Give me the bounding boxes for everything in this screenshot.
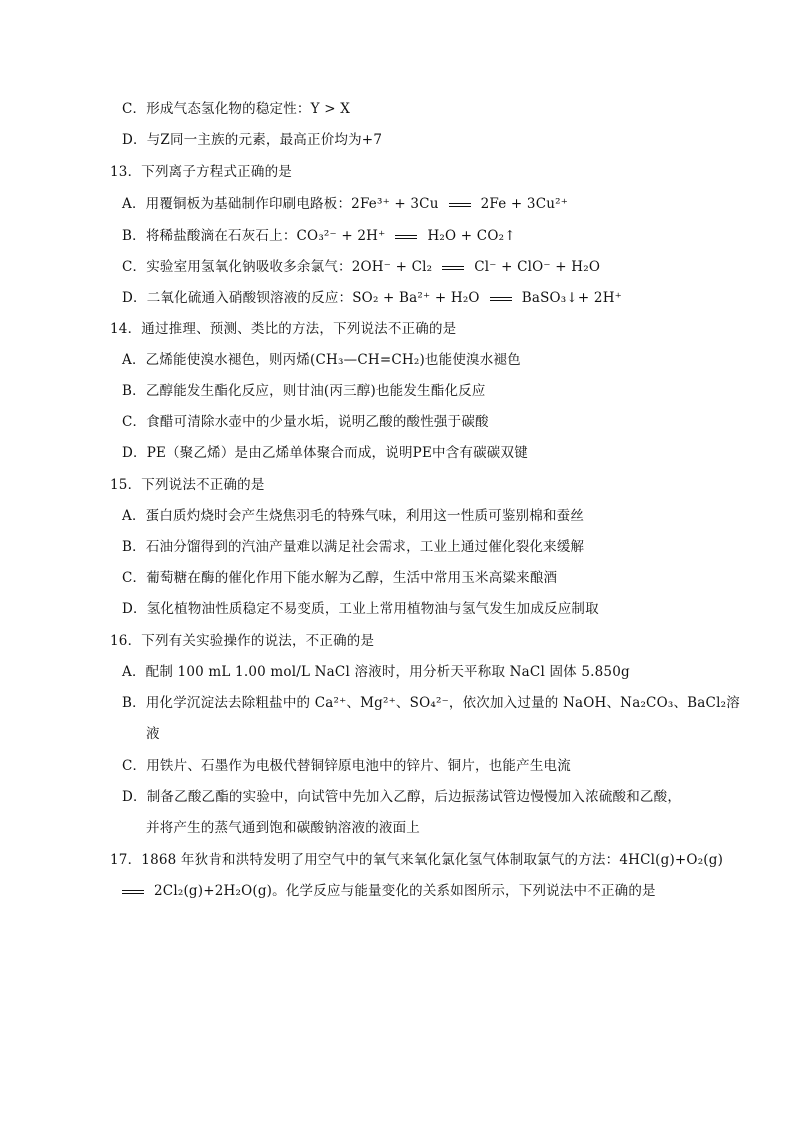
equation-right: 2Cl₂(g)+2H₂O(g)。化学反应与能量变化的关系如图所示，下列说法中不正确的是 [154, 883, 656, 899]
equals-sign [395, 235, 417, 239]
option-14c: C．食醋可清除水壶中的少量水垢，说明乙酸的酸性强于碳酸 [122, 414, 489, 430]
option-15b: B．石油分馏得到的汽油产量难以满足社会需求，工业上通过催化裂化来缓解 [122, 539, 585, 555]
question-15-stem: 15．下列说法不正确的是 [110, 477, 265, 493]
equation-left: D．二氧化硫通入硝酸钡溶液的反应：SO₂ + Ba²⁺ + H₂O [122, 290, 480, 306]
equals-sign [490, 297, 512, 301]
equals-sign [449, 203, 471, 207]
equals-sign [122, 890, 144, 894]
option-13d [122, 288, 622, 308]
option-16b-continued: 液 [146, 726, 160, 742]
option-13a [122, 194, 568, 214]
option-12c: C．形成气态氢化物的稳定性：Y > X [122, 101, 351, 117]
equals-sign [442, 266, 464, 270]
option-12d: D．与Z同一主族的元素，最高正价均为+7 [122, 132, 383, 148]
option-14d: D．PE（聚乙烯）是由乙烯单体聚合而成，说明PE中含有碳碳双键 [122, 445, 528, 461]
equation-right: H₂O + CO₂↑ [427, 228, 516, 244]
equation-right: Cl⁻ + ClO⁻ + H₂O [474, 259, 601, 275]
option-16b: B．用化学沉淀法去除粗盐中的 Ca²⁺、Mg²⁺、SO₄²⁻，依次加入过量的 NaOH、Na₂CO₃、BaCl₂溶 [122, 695, 740, 711]
option-15a: A．蛋白质灼烧时会产生烧焦羽毛的特殊气味，利用这一性质可鉴别棉和蚕丝 [122, 508, 585, 524]
equation-left: C．实验室用氢氧化钠吸收多余氯气：2OH⁻ + Cl₂ [122, 259, 433, 275]
option-15d: D．氢化植物油性质稳定不易变质，工业上常用植物油与氢气发生加成反应制取 [122, 601, 599, 617]
option-16a: A．配制 100 mL 1.00 mol/L NaCl 溶液时，用分析天平称取 NaCl 固体 5.850g [122, 664, 630, 680]
equation-left: A．用覆铜板为基础制作印刷电路板：2Fe³⁺ + 3Cu [122, 196, 439, 212]
option-13c [122, 257, 600, 277]
option-14b: B．乙醇能发生酯化反应，则甘油(丙三醇)也能发生酯化反应 [122, 383, 486, 399]
question-17-stem: 17．1868 年狄肯和洪特发明了用空气中的氧气来氧化氯化氢气体制取氯气的方法：4HCl(g)+O₂(g) [110, 852, 724, 868]
question-17-stem-continued [122, 881, 656, 901]
question-16-stem: 16．下列有关实验操作的说法，不正确的是 [110, 633, 375, 649]
equation-left: B．将稀盐酸滴在石灰石上：CO₃²⁻ + 2H⁺ [122, 228, 386, 244]
option-16d-continued: 并将产生的蒸气通到饱和碳酸钠溶液的液面上 [146, 820, 420, 836]
question-13-stem: 13．下列离子方程式正确的是 [110, 164, 292, 180]
equation-right: 2Fe + 3Cu²⁺ [480, 196, 569, 212]
option-14a: A．乙烯能使溴水褪色，则丙烯(CH₃—CH=CH₂)也能使溴水褪色 [122, 352, 521, 368]
option-15c: C．葡萄糖在酶的催化作用下能水解为乙醇，生活中常用玉米高粱来酿酒 [122, 570, 558, 586]
option-16d: D．制备乙酸乙酯的实验中，向试管中先加入乙醇，后边振荡试管边慢慢加入浓硫酸和乙酸， [122, 789, 682, 805]
equation-right: BaSO₃↓+ 2H⁺ [521, 290, 623, 306]
option-13b [122, 226, 516, 246]
question-14-stem: 14．通过推理、预测、类比的方法，下列说法不正确的是 [110, 321, 457, 337]
option-16c: C．用铁片、石墨作为电极代替铜锌原电池中的锌片、铜片，也能产生电流 [122, 758, 571, 774]
